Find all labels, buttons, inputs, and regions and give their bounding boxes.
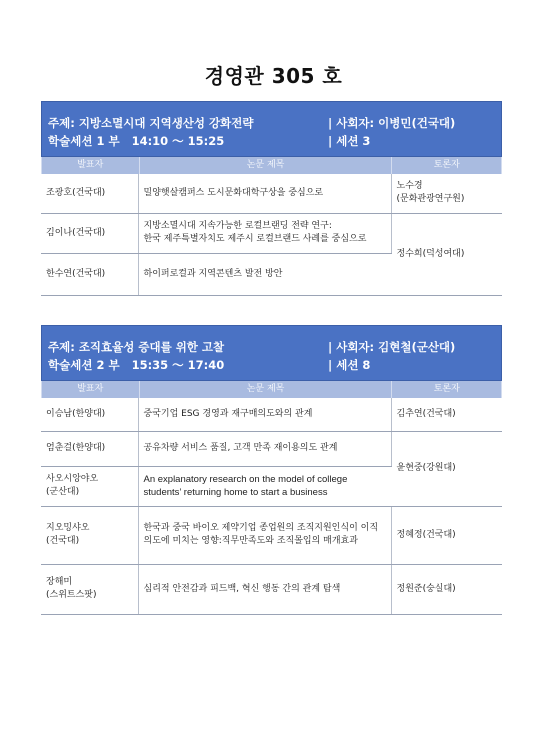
presenter-cell: 김이나(건국대) xyxy=(41,213,138,253)
discussant-cell: 윤현중(강원대) xyxy=(391,431,502,506)
table-row xyxy=(41,431,502,466)
table-row xyxy=(41,506,502,564)
paper-title-cell: 공유차량 서비스 품질, 고객 만족 재이용의도 관계 xyxy=(138,431,391,466)
column-header-paper: 논문 제목 xyxy=(140,381,393,398)
discussant-cell: 정원준(숭실대) xyxy=(391,564,502,614)
presenter-cell: 사오시앙야오 (군산대) xyxy=(41,466,138,506)
paper-title-cell: 중국기업 ESG 경영과 재구매의도와의 관계 xyxy=(138,398,391,431)
paper-title-cell: 심리적 안전감과 피드백, 혁신 행동 간의 관계 탐색 xyxy=(138,564,391,614)
column-header-presenter: 발표자 xyxy=(42,157,140,174)
presenter-cell: 한수연(건국대) xyxy=(41,253,138,295)
column-header-row xyxy=(41,157,502,174)
column-header-discussant: 토론자 xyxy=(392,157,502,174)
paper-title-cell: 한국과 중국 바이오 제약기업 종업원의 조직지원인식이 이직의도에 미치는 영향:직무만족도와 조직몰입의 매개효과 xyxy=(138,506,391,564)
presenter-cell: 지오밍샤오 (건국대) xyxy=(41,506,138,564)
column-header-row xyxy=(41,381,502,398)
table-row xyxy=(41,398,502,431)
presenter-cell: 이승남(한양대) xyxy=(41,398,138,431)
table-row xyxy=(41,564,502,614)
discussant-cell: 정수희(덕성여대) xyxy=(391,213,502,295)
paper-title-cell: 하이퍼로컬과 지역콘텐츠 발전 방안 xyxy=(138,253,391,295)
presenter-cell: 엄춘걸(한양대) xyxy=(41,431,138,466)
column-header-presenter: 발표자 xyxy=(42,381,140,398)
session-time: 학술세션 2 부 15:35 ～ 17:40 xyxy=(48,358,225,372)
presenter-cell: 장해미 (스위트스팟) xyxy=(41,564,138,614)
page-title: 경영관 305 호 xyxy=(204,64,343,88)
discussant-cell: 정혜정(건국대) xyxy=(391,506,502,564)
session-moderator: | 사회자: 김현철(군산대) xyxy=(328,340,456,354)
table-row xyxy=(41,213,502,253)
table-row xyxy=(41,174,502,213)
presentation-table xyxy=(41,174,502,296)
session-number: | 세션 3 xyxy=(328,134,371,148)
session-number: | 세션 8 xyxy=(328,358,371,372)
session-moderator: | 사회자: 이병민(건국대) xyxy=(328,116,456,130)
session-time: 학술세션 1 부 14:10 ～ 15:25 xyxy=(48,134,225,148)
presenter-cell: 조광호(건국대) xyxy=(41,174,138,213)
column-header-paper: 논문 제목 xyxy=(140,157,393,174)
session-header xyxy=(41,101,502,157)
session-header xyxy=(41,325,502,381)
discussant-cell: 노수경 (문화관광연구원) xyxy=(391,174,502,213)
paper-title-cell: An explanatory research on the model of college students’ returning home to start a business xyxy=(138,466,391,506)
discussant-cell: 김추연(건국대) xyxy=(391,398,502,431)
paper-title-cell: 지방소멸시대 지속가능한 로컬브랜딩 전략 연구: 한국 제주특별자치도 제주시 로컬브랜드 사례를 중심으로 xyxy=(138,213,391,253)
session-block-1 xyxy=(41,101,502,296)
session-block-2 xyxy=(41,325,502,615)
presentation-table xyxy=(41,398,502,615)
session-topic: 주제: 지방소멸시대 지역생산성 강화전략 xyxy=(48,116,254,130)
session-topic: 주제: 조직효율성 증대를 위한 고찰 xyxy=(48,340,225,354)
paper-title-cell: 밀양햇살캠퍼스 도시문화대학구상을 중심으로 xyxy=(138,174,391,213)
column-header-discussant: 토론자 xyxy=(392,381,502,398)
